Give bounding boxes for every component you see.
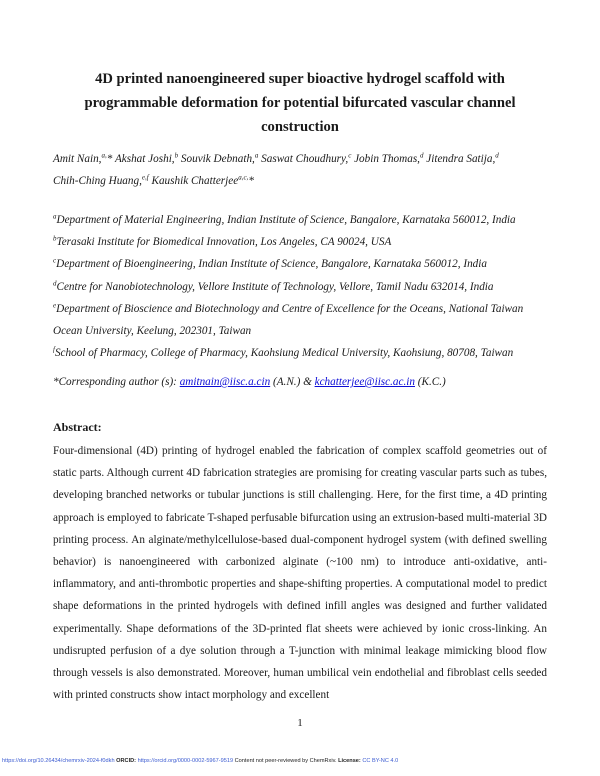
author-line [53,148,553,170]
author: Jobin Thomas,$^d$ [354,151,424,165]
title-line: construction [261,119,339,135]
author-list [53,148,553,192]
author: Jitendra Satija,$^d$ [426,151,499,165]
abstract-text: Four-dimensional (4D) printing of hydrogel enabled the fabrication of complex scaffold geometries out of static parts. Although current 4D fabrication strategies are promising for creating vascular parts such as tubes, developing branched networks or tubular junctions is still challenging. Here, for the first time, a 4D printing approach is employed to fabricate T-shaped perfusable bifurcation using an extrusion-based multi-material 3D printing process. An alginate/methylcellulose-based dual-component hydrogel system (with defined swelling behavior) is nanoengineered with carbonized alginate (~100 nm) to introduce anti-oxidative, anti-inflammatory, and anti-thrombotic properties and shape-shifting properties. A computational model to predict shape deformations in the printed hydrogels with defined infill angles was designed and further validated experimentally. Shape deformations of the 3D-printed flat sheets were achieved by ionic cross-linking. An undisrupted perfusion of a dye solution through a T-junction with minimal leakage mimicking blood flow through vessels is also demonstrated. Moreover, human umbilical vein endothelial and fibroblast cells seeded with printed constructs show intact morphology and excellent [53,445,547,702]
license-link[interactable]: CC BY-NC 4.0 [362,758,399,764]
author-line [53,170,553,192]
title-line: programmable deformation for potential bifurcated vascular channel [84,95,516,111]
affiliation: $^c$Department of Bioengineering, Indian Institute of Science, Bangalore, Karnataka 560012, India [53,256,487,271]
abstract-heading: Abstract: [53,420,102,434]
affiliation: $^a$Department of Material Engineering, Indian Institute of Science, Bangalore, Karnataka 560012, India [53,212,516,226]
author: Chih-Ching Huang,$^{e,f}$ [53,173,149,187]
orcid-label: ORCID: [116,758,137,764]
email-link-nain[interactable]: amitnain@iisc.a.cin [179,376,271,388]
author: Amit Nain,$^{a,}$* [53,151,115,165]
preprint-footer [2,758,600,764]
author: Saswat Choudhury,$^c$ [261,151,352,165]
author: Kaushik Chatterjee$^{a,c,}$* [151,173,254,187]
title-line: 4D printed nanoengineered super bioactive hydrogel scaffold with [95,71,505,87]
affiliation: $^b$Terasaki Institute for Biomedical Innovation, Los Angeles, CA 90024, USA [53,234,392,249]
email-link-chatterjee[interactable]: kchatterjee@iisc.ac.in [314,376,415,388]
corresponding-authors: *Corresponding author (s): amitnain@iisc.a.cin (A.N.) & kchatterjee@iisc.ac.in (K.C.) [53,376,446,388]
license-label: License: [338,758,361,764]
page-number: 1 [297,717,303,729]
orcid-link[interactable]: https://orcid.org/0000-0002-5967-9519 [137,758,234,764]
author: Akshat Joshi,$^b$ [114,151,179,165]
affiliation: $^d$Centre for Nanobiotechnology, Vellore Institute of Technology, Vellore, Tamil Nadu 632014, India [53,278,494,293]
peer-review-note: Content not peer-reviewed by ChemRxiv. [234,758,337,764]
affiliation: $^f$School of Pharmacy, College of Pharmacy, Kaohsiung Medical University, Kaohsiung, 80708, Taiwan [53,345,514,360]
affiliation: $^e$Department of Bioscience and Biotechnology and Centre of Excellence for the Oceans, National Taiwan Ocean University, Keelung, 202301, Taiwan [53,301,524,338]
affiliation-list [53,209,553,364]
paper-title [40,67,560,139]
doi-link[interactable]: https://doi.org/10.26434/chemrxiv-2024-f0dkh [2,758,115,764]
author: Souvik Debnath,$^a$ [180,151,259,165]
